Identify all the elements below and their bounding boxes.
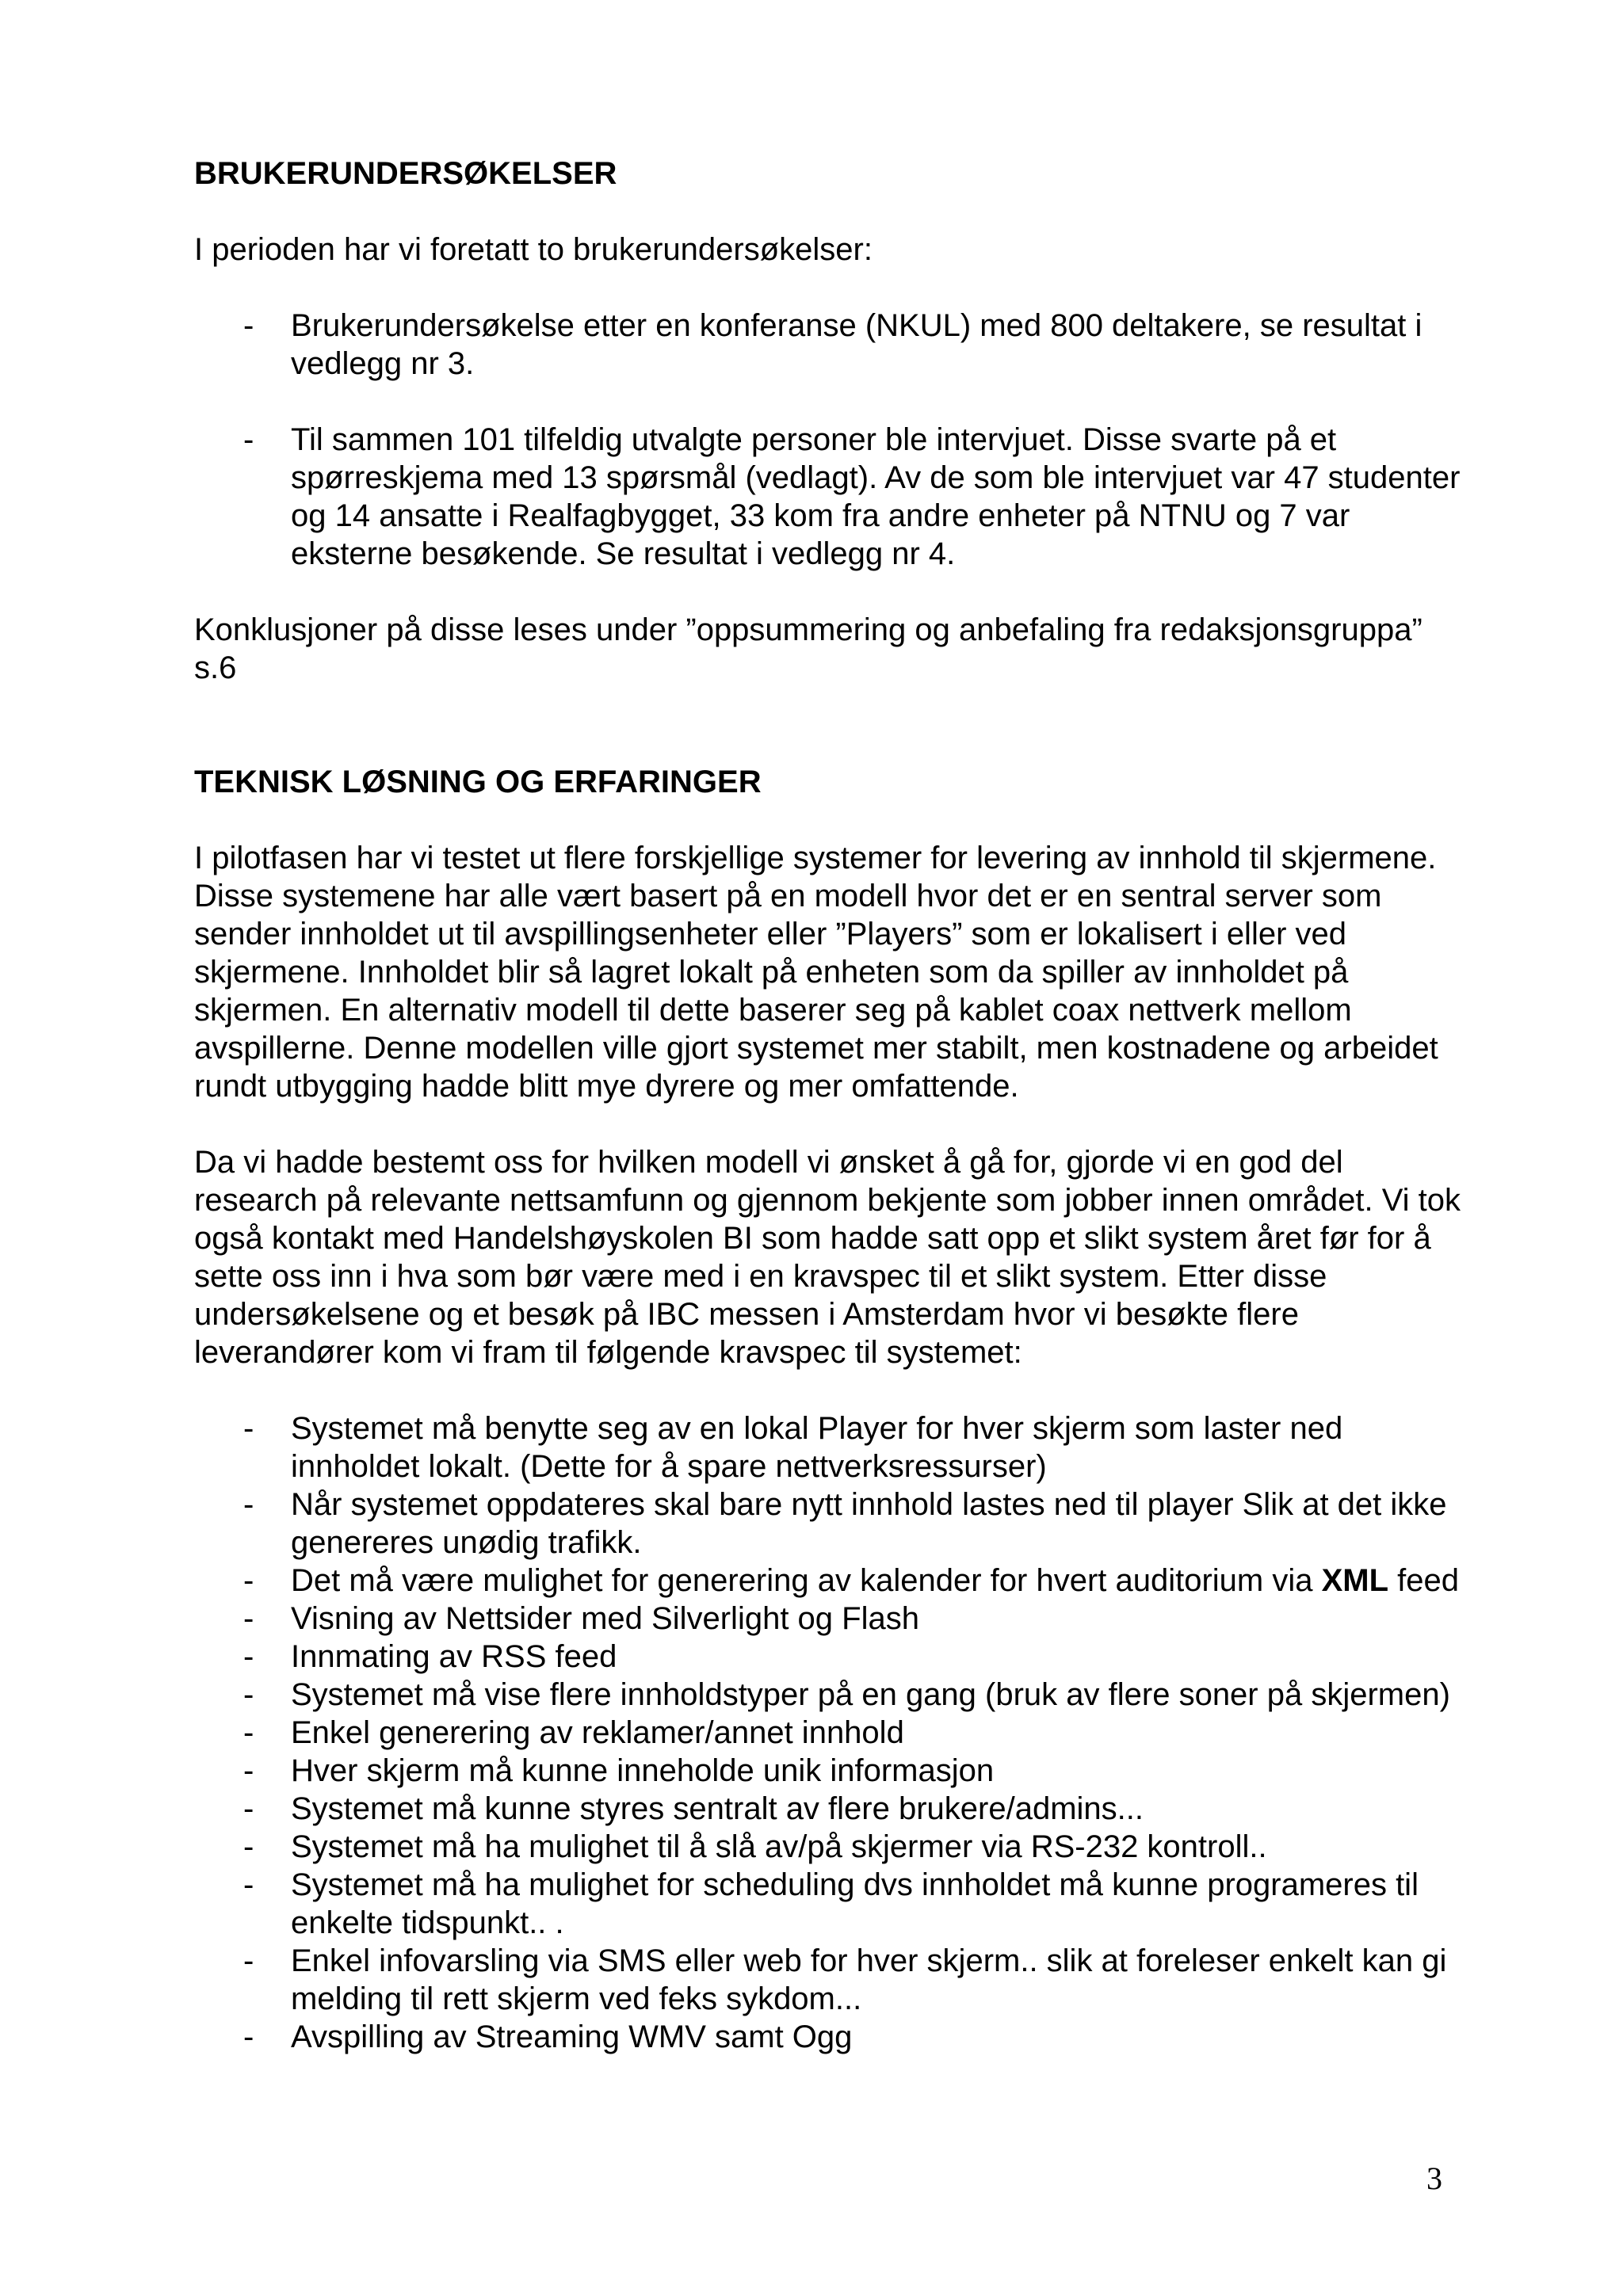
- list-dash: -: [243, 1715, 254, 1750]
- list-dash: -: [243, 1791, 254, 1826]
- list-dash: -: [243, 1563, 254, 1598]
- list-dash: -: [243, 1411, 254, 1446]
- list-dash: -: [243, 308, 254, 343]
- list-spacer: [194, 383, 1462, 421]
- list-item: [194, 1866, 1462, 1942]
- section1-conclusion: Konklusjoner på disse leses under ”oppsummering og anbefaling fra redaksjonsgruppa” s.6: [194, 612, 1423, 685]
- list-item-text-after: feed: [1388, 1563, 1460, 1598]
- list-item: [194, 307, 1462, 383]
- section2-paragraph-2: Da vi hadde bestemt oss for hvilken modell vi ønsket å gå for, gjorde vi en god del research på relevante nettsamfunn og gjennom bekjente som jobber innen området. Vi tok også kontakt med Handelshøyskolen BI som hadde satt opp et slikt system året før for å sette oss inn i hva som bør være med i en kravspec til et slikt system. Etter disse undersøkelsene og et besøk på IBC messen i Amsterdam hvor vi besøkte flere leverandører kom vi fram til følgende kravspec til systemet:: [194, 1145, 1461, 1370]
- list-dash: -: [243, 1639, 254, 1674]
- list-item-text: Enkel generering av reklamer/annet innhold: [291, 1715, 904, 1750]
- list-dash: -: [243, 1677, 254, 1712]
- list-item-text: Systemet må kunne styres sentralt av flere brukere/admins...: [291, 1791, 1144, 1826]
- list-item-text: Systemet må ha mulighet til å slå av/på skjermer via RS-232 kontroll..: [291, 1829, 1267, 1864]
- list-item-text: Hver skjerm må kunne inneholde unik informasjon: [291, 1753, 995, 1788]
- page-content: [194, 154, 1462, 2056]
- list-item-text: Systemet må benytte seg av en lokal Player for hver skjerm som laster ned innholdet lokalt. (Dette for å spare nettverksressurser): [291, 1411, 1343, 1484]
- list-item-text: Når systemet oppdateres skal bare nytt innhold lastes ned til player Slik at det ikke genereres unødig trafikk.: [291, 1487, 1447, 1560]
- section-heading-teknisk-losning: TEKNISK LØSNING OG ERFARINGER: [194, 765, 762, 799]
- requirements-list: [194, 1409, 1462, 2056]
- list-item: [194, 1752, 1462, 1790]
- list-dash: -: [243, 1943, 254, 1978]
- list-item: [194, 1562, 1462, 1600]
- list-item: [194, 1714, 1462, 1752]
- list-item-text-bold: XML: [1321, 1563, 1389, 1598]
- list-dash: -: [243, 422, 254, 457]
- list-item: [194, 1790, 1462, 1828]
- section-heading-brukerundersokelser: BRUKERUNDERSØKELSER: [194, 156, 617, 191]
- list-item: [194, 1828, 1462, 1866]
- list-item-text: Systemet må vise flere innholdstyper på en gang (bruk av flere soner på skjermen): [291, 1677, 1450, 1712]
- page-number: 3: [1426, 2161, 1442, 2196]
- list-dash: -: [243, 1867, 254, 1902]
- section1-intro: I perioden har vi foretatt to brukerundersøkelser:: [194, 232, 873, 267]
- list-dash: -: [243, 1487, 254, 1522]
- list-item-text: Systemet må ha mulighet for scheduling dvs innholdet må kunne programeres til enkelte tidspunkt.. .: [291, 1867, 1419, 1940]
- list-item-text: Brukerundersøkelse etter en konferanse (NKUL) med 800 deltakere, se resultat i vedlegg nr 3.: [291, 308, 1423, 381]
- list-item: [194, 1638, 1462, 1676]
- list-item-text-before: Det må være mulighet for generering av kalender for hvert auditorium via: [291, 1563, 1322, 1598]
- list-item-text: Visning av Nettsider med Silverlight og Flash: [291, 1601, 919, 1636]
- list-item: [194, 421, 1462, 573]
- list-dash: -: [243, 1601, 254, 1636]
- list-item-text: Innmating av RSS feed: [291, 1639, 617, 1674]
- list-item: [194, 2018, 1462, 2056]
- list-item: [194, 1676, 1462, 1714]
- list-item-text: Avspilling av Streaming WMV samt Ogg: [291, 2019, 853, 2054]
- list-item: [194, 1942, 1462, 2018]
- list-dash: -: [243, 1829, 254, 1864]
- list-item-text: Enkel infovarsling via SMS eller web for hver skjerm.. slik at foreleser enkelt kan gi melding til rett skjerm ved feks sykdom...: [291, 1943, 1447, 2016]
- survey-list: [194, 307, 1462, 573]
- list-dash: -: [243, 2019, 254, 2054]
- section2-paragraph-1: I pilotfasen har vi testet ut flere forskjellige systemer for levering av innhold til skjermene. Disse systemene har alle vært basert på en modell hvor det er en sentral server som sender innholdet ut til avspillingsenheter eller ”Players” som er lokalisert i eller ved skjermene. Innholdet blir så lagret lokalt på enheten som da spiller av innholdet på skjermen. En alternativ modell til dette baserer seg på kablet coax nettverk mellom avspillerne. Denne modellen ville gjort systemet mer stabilt, men kostnadene og arbeidet rundt utbygging hadde blitt mye dyrere og mer omfattende.: [194, 841, 1438, 1104]
- list-item: [194, 1600, 1462, 1638]
- list-dash: -: [243, 1753, 254, 1788]
- list-item: [194, 1486, 1462, 1562]
- list-item-text: Til sammen 101 tilfeldig utvalgte personer ble intervjuet. Disse svarte på et spørreskjema med 13 spørsmål (vedlagt). Av de som ble intervjuet var 47 studenter og 14 ansatte i Realfagbygget, 33 kom fra andre enheter på NTNU og 7 var eksterne besøkende. Se resultat i vedlegg nr 4.: [291, 422, 1461, 571]
- list-item: [194, 1409, 1462, 1486]
